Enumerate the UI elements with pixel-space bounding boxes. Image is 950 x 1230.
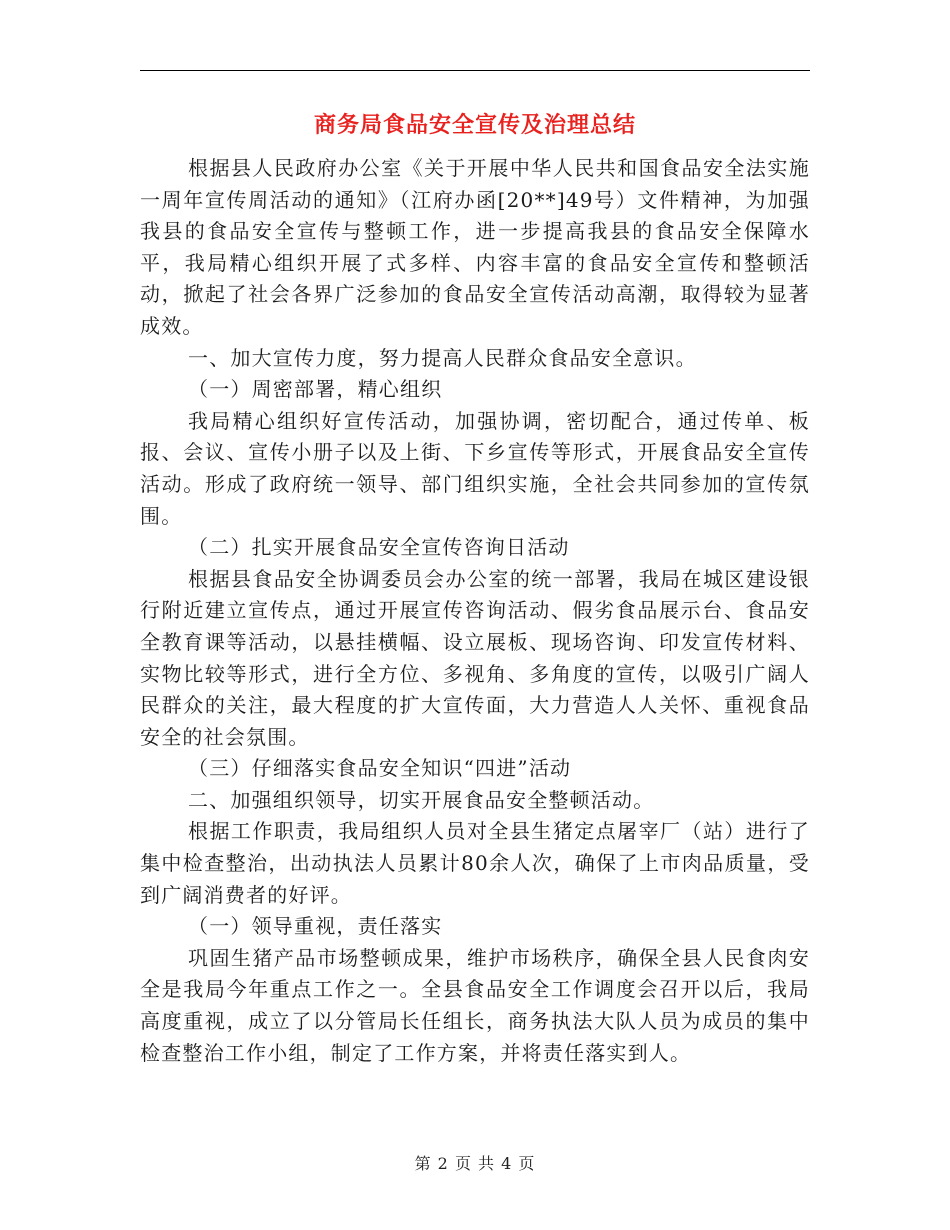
document-title: 商务局食品安全宣传及治理总结 [313, 112, 636, 138]
section-heading: 一、加大宣传力度，努力提高人民群众食品安全意识。 [188, 345, 697, 370]
body-paragraph: 巩固生猪产品市场整顿成果，维护市场秩序，确保全县人民食肉安全是我局今年重点工作之一。全县食品安全工作调度会召开以后，我局高度重视，成立了以分管局长任组长，商务执法大队人员为成员的集中检查整治工作小组，制定了工作方案，并将责任落实到人。 [140, 945, 810, 1065]
document-body [140, 153, 810, 1069]
header-rule [140, 70, 810, 71]
subsection-heading: （二）扎实开展食品安全宣传咨询日活动 [188, 535, 570, 560]
subsection-heading: （一）周密部署，精心组织 [188, 377, 443, 402]
section-heading: 二、加强组织领导，切实开展食品安全整顿活动。 [188, 787, 655, 812]
body-paragraph: 我局精心组织好宣传活动，加强协调，密切配合，通过传单、板报、会议、宣传小册子以及上街、下乡宣传等形式，开展食品安全宣传活动。形成了政府统一领导、部门组织实施，全社会共同参加的宣传氛围。 [140, 408, 810, 528]
body-paragraph: 根据县食品安全协调委员会办公室的统一部署，我局在城区建设银行附近建立宣传点，通过开展宣传咨询活动、假劣食品展示台、食品安全教育课等活动，以悬挂横幅、设立展板、现场咨询、印发宣传材料、实物比较等形式，进行全方位、多视角、多角度的宣传，以吸引广阔人民群众的关注，最大程度的扩大宣传面，大力营造人人关怀、重视食品安全的社会氛围。 [140, 566, 810, 749]
subsection-heading: （一）领导重视，责任落实 [188, 914, 443, 939]
subsection-heading: （三）仔细落实食品安全知识“四进”活动 [188, 756, 572, 781]
body-paragraph: 根据县人民政府办公室《关于开展中华人民共和国食品安全法实施一周年宣传周活动的通知》（江府办函[20**]49号）文件精神，为加强我县的食品安全宣传与整顿工作，进一步提高我县的食品安全保障水平，我局精心组织开展了式多样、内容丰富的食品安全宣传和整顿活动，掀起了社会各界广泛参加的食品安全宣传活动高潮，取得较为显著成效。 [140, 156, 810, 338]
page-number-footer: 第 2 页 共 4 页 [414, 1154, 536, 1173]
body-paragraph: 根据工作职责，我局组织人员对全县生猪定点屠宰厂（站）进行了集中检查整治，出动执法人员累计80余人次，确保了上市肉品质量，受到广阔消费者的好评。 [140, 819, 810, 907]
